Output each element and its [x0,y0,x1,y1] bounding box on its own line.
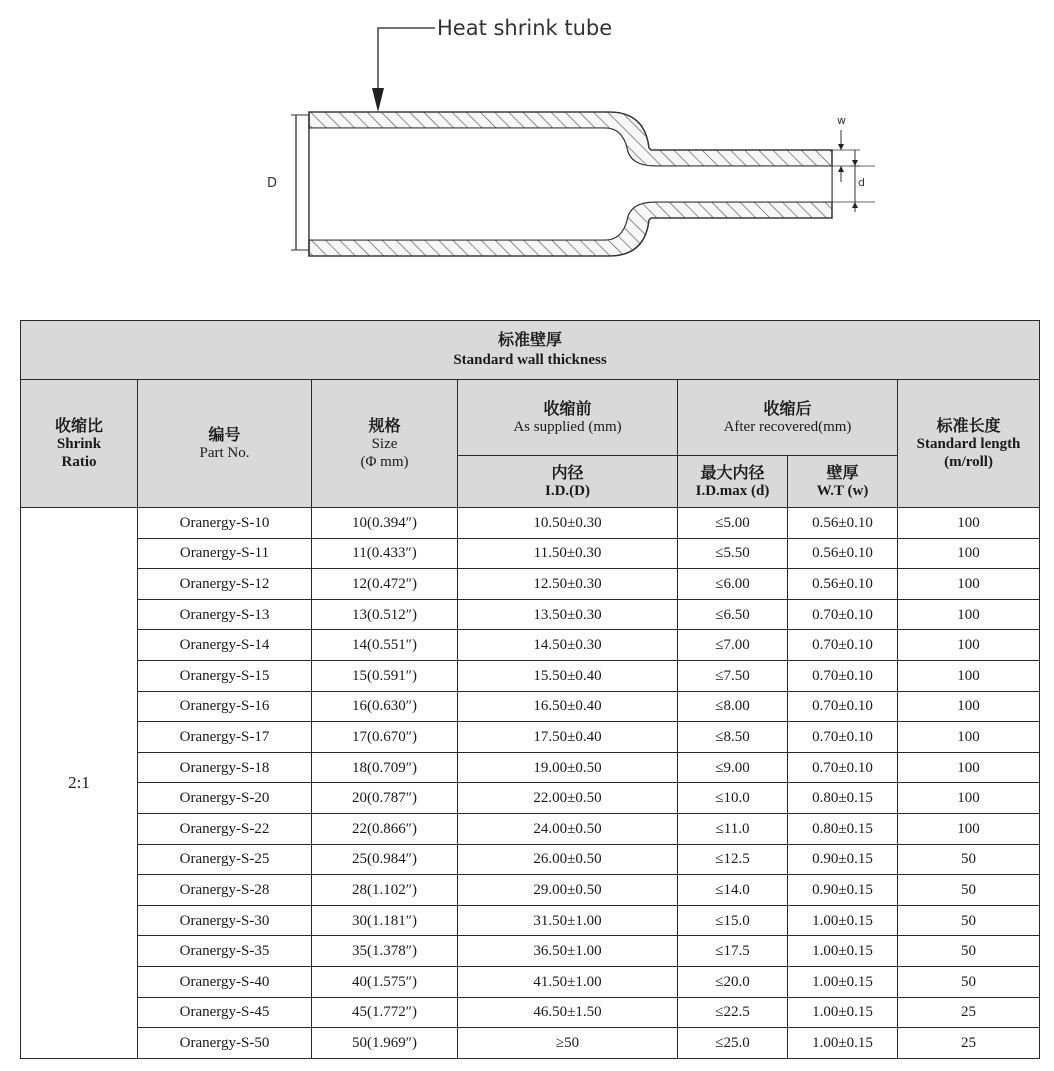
cell-id: 26.00±0.50 [458,844,678,875]
cell-size: 11(0.433″) [312,538,458,569]
dim-d-label: d [858,176,865,189]
cell-size: 25(0.984″) [312,844,458,875]
dim-w-label: w [837,114,846,127]
cell-id: 36.50±1.00 [458,936,678,967]
cell-length: 50 [898,905,1040,936]
header-part-no: 编号 Part No. [138,380,312,508]
cell-part: Oranergy-S-18 [138,752,312,783]
cell-part: Oranergy-S-22 [138,813,312,844]
cell-wt: 0.90±0.15 [788,844,898,875]
cell-size: 20(0.787″) [312,783,458,814]
header-after-recovered: 收缩后 After recovered(mm) [678,380,898,456]
cell-part: Oranergy-S-17 [138,722,312,753]
cell-wt: 0.56±0.10 [788,569,898,600]
cell-size: 35(1.378″) [312,936,458,967]
cell-wt: 0.70±0.10 [788,599,898,630]
table-row [21,844,1040,875]
cell-idmax: ≤14.0 [678,875,788,906]
cell-wt: 0.90±0.15 [788,875,898,906]
cell-length: 100 [898,569,1040,600]
cell-length: 100 [898,599,1040,630]
cell-part: Oranergy-S-35 [138,936,312,967]
header-size: 规格 Size (Φ mm) [312,380,458,508]
header-shrink-ratio: 收缩比 Shrink Ratio [21,380,138,508]
table-row [21,752,1040,783]
cell-idmax: ≤5.00 [678,508,788,539]
cell-id: 24.00±0.50 [458,813,678,844]
cell-idmax: ≤12.5 [678,844,788,875]
cell-length: 50 [898,844,1040,875]
cell-id: 10.50±0.30 [458,508,678,539]
cell-id: 41.50±1.00 [458,966,678,997]
cell-length: 100 [898,508,1040,539]
cell-id: 17.50±0.40 [458,722,678,753]
cell-part: Oranergy-S-16 [138,691,312,722]
cell-length: 100 [898,660,1040,691]
cell-length: 50 [898,966,1040,997]
cell-length: 100 [898,813,1040,844]
cell-idmax: ≤17.5 [678,936,788,967]
cell-wt: 0.56±0.10 [788,508,898,539]
spec-table-body [21,508,1040,1059]
cell-part: Oranergy-S-15 [138,660,312,691]
cell-size: 22(0.866″) [312,813,458,844]
cell-idmax: ≤15.0 [678,905,788,936]
cell-id: 13.50±0.30 [458,599,678,630]
cell-size: 30(1.181″) [312,905,458,936]
header-id: 内径 I.D.(D) [458,456,678,508]
cell-length: 100 [898,630,1040,661]
heat-shrink-tube-diagram [0,0,1054,300]
dim-D-label: D [267,176,278,191]
table-row [21,783,1040,814]
cell-wt: 1.00±0.15 [788,966,898,997]
cell-size: 15(0.591″) [312,660,458,691]
cell-idmax: ≤6.50 [678,599,788,630]
cell-id: 15.50±0.40 [458,660,678,691]
cell-length: 100 [898,722,1040,753]
table-row [21,1028,1040,1059]
cell-part: Oranergy-S-28 [138,875,312,906]
cell-length: 100 [898,538,1040,569]
table-row [21,569,1040,600]
cell-size: 45(1.772″) [312,997,458,1028]
cell-idmax: ≤9.00 [678,752,788,783]
cell-id: 22.00±0.50 [458,783,678,814]
table-row [21,660,1040,691]
cell-wt: 0.70±0.10 [788,722,898,753]
table-row [21,599,1040,630]
cell-size: 10(0.394″) [312,508,458,539]
spec-table [20,320,1040,1059]
cell-id: 11.50±0.30 [458,538,678,569]
cell-length: 50 [898,875,1040,906]
cell-idmax: ≤7.50 [678,660,788,691]
cell-length: 100 [898,752,1040,783]
cell-size: 12(0.472″) [312,569,458,600]
cell-wt: 0.70±0.10 [788,691,898,722]
table-row [21,630,1040,661]
cell-part: Oranergy-S-50 [138,1028,312,1059]
cell-idmax: ≤20.0 [678,966,788,997]
cell-id: 31.50±1.00 [458,905,678,936]
cell-id: 16.50±0.40 [458,691,678,722]
cell-length: 25 [898,997,1040,1028]
cell-idmax: ≤6.00 [678,569,788,600]
table-row [21,905,1040,936]
cell-size: 13(0.512″) [312,599,458,630]
cell-size: 50(1.969″) [312,1028,458,1059]
cell-part: Oranergy-S-25 [138,844,312,875]
cell-size: 40(1.575″) [312,966,458,997]
cell-id: ≥50 [458,1028,678,1059]
cell-part: Oranergy-S-20 [138,783,312,814]
table-row [21,966,1040,997]
cell-part: Oranergy-S-13 [138,599,312,630]
table-row [21,691,1040,722]
cell-idmax: ≤7.00 [678,630,788,661]
cell-wt: 0.70±0.10 [788,660,898,691]
cell-part: Oranergy-S-11 [138,538,312,569]
cell-wt: 0.80±0.15 [788,783,898,814]
table-row [21,508,1040,539]
cell-idmax: ≤10.0 [678,783,788,814]
cell-id: 46.50±1.50 [458,997,678,1028]
table-row [21,722,1040,753]
cell-wt: 1.00±0.15 [788,936,898,967]
cell-wt: 1.00±0.15 [788,1028,898,1059]
cell-wt: 0.56±0.10 [788,538,898,569]
table-row [21,813,1040,844]
cell-id: 29.00±0.50 [458,875,678,906]
cell-idmax: ≤5.50 [678,538,788,569]
cell-length: 50 [898,936,1040,967]
cell-length: 25 [898,1028,1040,1059]
table-row [21,997,1040,1028]
header-as-supplied: 收缩前 As supplied (mm) [458,380,678,456]
cell-part: Oranergy-S-12 [138,569,312,600]
cell-part: Oranergy-S-40 [138,966,312,997]
cell-wt: 0.80±0.15 [788,813,898,844]
cell-size: 17(0.670″) [312,722,458,753]
table-title: 标准壁厚 Standard wall thickness [21,321,1040,380]
cell-id: 14.50±0.30 [458,630,678,661]
header-wall-thickness: 壁厚 W.T (w) [788,456,898,508]
cell-part: Oranergy-S-10 [138,508,312,539]
cell-idmax: ≤22.5 [678,997,788,1028]
table-row [21,875,1040,906]
table-row [21,538,1040,569]
cell-wt: 1.00±0.15 [788,905,898,936]
header-standard-length: 标准长度 Standard length (m/roll) [898,380,1040,508]
cell-idmax: ≤25.0 [678,1028,788,1059]
shrink-ratio-cell: 2:1 [21,508,138,1059]
cell-size: 14(0.551″) [312,630,458,661]
cell-length: 100 [898,783,1040,814]
cell-wt: 0.70±0.10 [788,752,898,783]
cell-wt: 1.00±0.15 [788,997,898,1028]
cell-id: 19.00±0.50 [458,752,678,783]
tube-label: Heat shrink tube [437,16,613,40]
cell-idmax: ≤8.50 [678,722,788,753]
header-id-max: 最大内径 I.D.max (d) [678,456,788,508]
cell-part: Oranergy-S-30 [138,905,312,936]
cell-length: 100 [898,691,1040,722]
cell-part: Oranergy-S-45 [138,997,312,1028]
cell-part: Oranergy-S-14 [138,630,312,661]
cell-idmax: ≤8.00 [678,691,788,722]
cell-wt: 0.70±0.10 [788,630,898,661]
cell-idmax: ≤11.0 [678,813,788,844]
cell-id: 12.50±0.30 [458,569,678,600]
table-row [21,936,1040,967]
cell-size: 16(0.630″) [312,691,458,722]
cell-size: 18(0.709″) [312,752,458,783]
cell-size: 28(1.102″) [312,875,458,906]
